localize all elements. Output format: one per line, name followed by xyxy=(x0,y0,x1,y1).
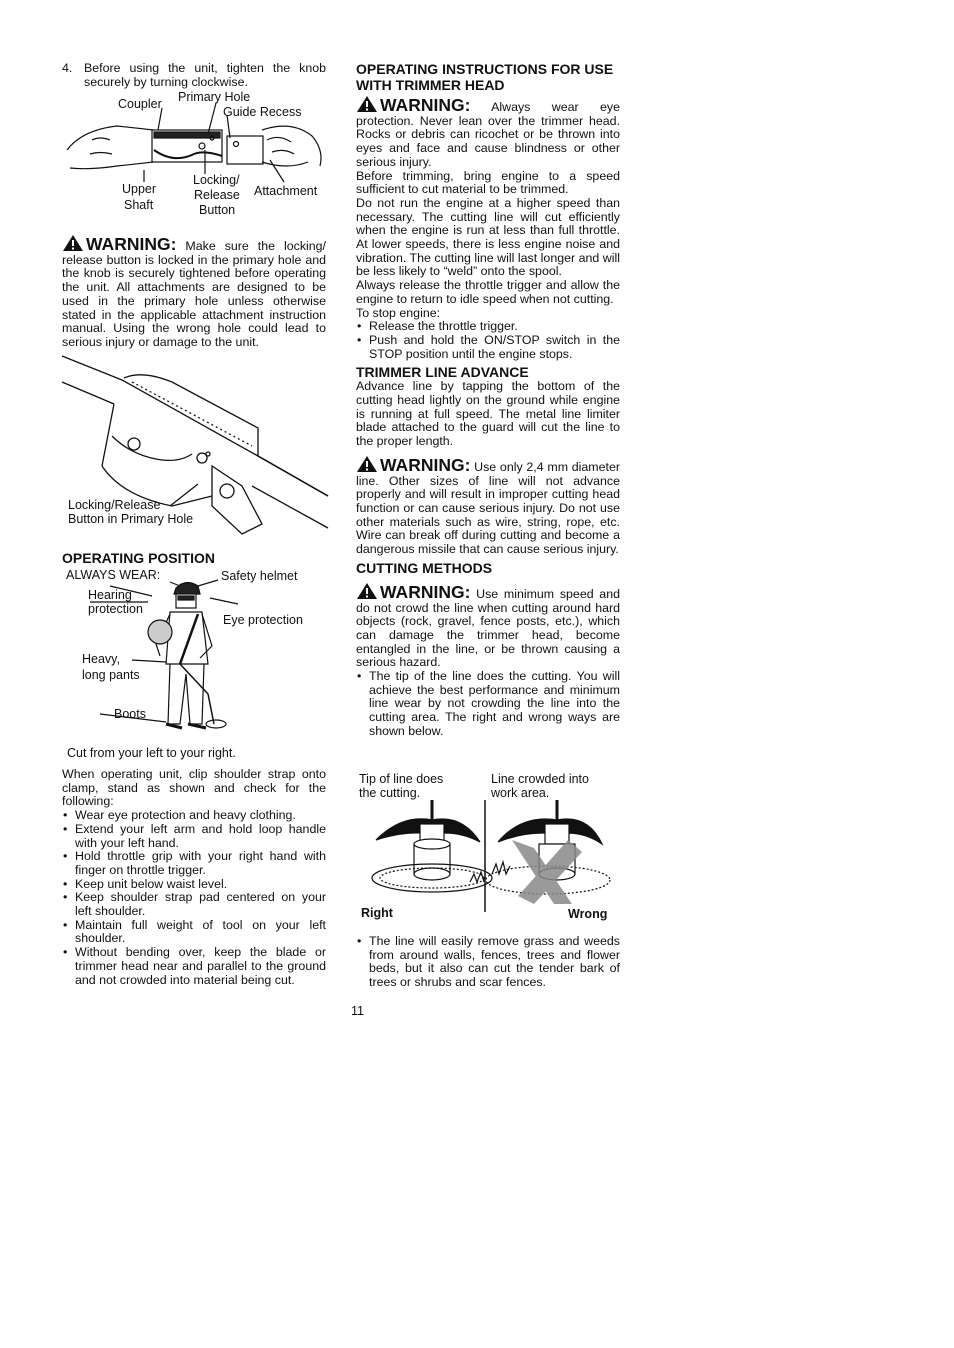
coupler-illustration xyxy=(62,110,332,190)
list-item: • The tip of the line does the cutting. You will achieve the best performance and minimum line wear by not crowding the line into the cutting area. The right and wrong ways are shown below. xyxy=(356,670,620,739)
fig-label-coupler: Coupler xyxy=(118,97,162,111)
paragraph: Do not run the engine at a higher speed than necessary. The cutting line will cut efficiently when the engine is run at less than full throttle. At lower speeds, there is less engine noise and vibration. The cutting line will last longer and will be less likely to “weld” onto the spool. xyxy=(356,195,620,279)
fig-label-locking: Locking/ xyxy=(193,173,240,187)
cutting-methods-list xyxy=(356,670,620,739)
fig-label-button: Button xyxy=(199,203,236,217)
warning-triangle-icon xyxy=(356,582,378,600)
paragraph: Advance line by tapping the bottom of the cutting head lightly on the ground while engine is running at full speed. The metal line limiter blade attached to the guard will cut the line to the proper length. xyxy=(356,379,620,449)
label-hearing: Hearing xyxy=(88,588,132,602)
heading-trimmer-line-advance: TRIMMER LINE ADVANCE xyxy=(356,364,529,381)
warning-label: WARNING: xyxy=(380,454,471,475)
operating-position-intro: When operating unit, clip shoulder strap onto clamp, stand as shown and check for the following: xyxy=(62,767,326,809)
fig-label-shaft: Shaft xyxy=(124,198,154,212)
list-item: • Extend your left arm and hold loop handle with your left hand. xyxy=(62,823,326,850)
warning-text: Make sure the locking/ release button is locked in the primary hole and the knob is securely tightened before operating the unit. All attachments are designed to be used in the primary hole unless otherwise stated in the applicable attachment instruction manual. Using the wrong hole could lead to serious injury or damage to the unit. xyxy=(62,239,327,349)
label-eye-protection: Eye protection xyxy=(223,613,303,627)
warning-triangle-icon xyxy=(356,95,378,113)
caption-tip-of-line-1: Tip of line does xyxy=(359,772,444,786)
warning-label: WARNING: xyxy=(380,581,471,602)
heading-cutting-methods: CUTTING METHODS xyxy=(356,559,493,576)
heading-operating-instructions: OPERATING INSTRUCTIONS FOR USE WITH TRIMMER HEAD xyxy=(356,61,614,93)
fig-label-primary-hole: Primary Hole xyxy=(178,90,251,104)
stop-engine-list xyxy=(356,320,620,361)
fig-label-guide-recess: Guide Recess xyxy=(223,105,302,119)
fig-label-release: Release xyxy=(194,188,240,202)
page-number: 11 xyxy=(351,1004,364,1018)
caption-line-crowded-1: Line crowded into xyxy=(491,772,589,786)
step-text: Before using the unit, tighten the knob securely by turning clockwise. xyxy=(84,61,326,89)
operating-position-body xyxy=(62,768,326,987)
fig-label-attachment: Attachment xyxy=(254,184,318,198)
warning-triangle-icon xyxy=(62,234,84,252)
label-right: Right xyxy=(361,906,393,920)
list-item: • Release the throttle trigger. xyxy=(356,320,620,334)
warning-label: WARNING: xyxy=(380,95,471,115)
warning-triangle-icon xyxy=(356,455,378,473)
fig-label-locking-release: Locking/Release xyxy=(68,498,161,512)
list-item: • Push and hold the ON/STOP switch in the STOP position until the engine stops. xyxy=(356,334,620,361)
fig-label-button-primary-hole: Button in Primary Hole xyxy=(68,512,194,526)
label-always-wear: ALWAYS WEAR: xyxy=(66,568,161,582)
fig-label-upper: Upper xyxy=(122,182,157,196)
caption-line-crowded-2: work area. xyxy=(491,786,550,800)
list-item: • Keep shoulder strap pad centered on your left shoulder. xyxy=(62,891,326,918)
right-wrong-illustration xyxy=(362,800,624,912)
label-wrong: Wrong xyxy=(568,907,608,921)
caption-cut-direction: Cut from your left to your right. xyxy=(67,746,236,760)
operating-instructions-section xyxy=(356,61,620,739)
cutting-methods-tail xyxy=(356,935,620,990)
label-boots: Boots xyxy=(114,707,146,721)
list-item: • The line will easily remove grass and weeds from around walls, fences, trees and flower beds, but it also can cut the tender bark of trees or shrubs and scar fences. xyxy=(356,935,620,990)
label-long-pants: long pants xyxy=(82,668,140,682)
operator-illustration xyxy=(140,574,230,740)
label-protection: protection xyxy=(88,602,143,616)
list-item: • Hold throttle grip with your right hand with finger on throttle trigger. xyxy=(62,850,326,877)
heading-operating-position: OPERATING POSITION xyxy=(62,550,215,566)
label-heavy: Heavy, xyxy=(82,652,120,666)
paragraph: To stop engine: xyxy=(356,305,441,320)
paragraph: Before trimming, bring engine to a speed sufficient to cut material to be trimmed. xyxy=(356,168,620,197)
step-4 xyxy=(62,62,326,89)
paragraph: Always release the throttle trigger and allow the engine to return to idle speed when not cutting. xyxy=(356,278,620,306)
warning-text: Always wear eye protection. Never lean over the trimmer head. Rocks or debris can ricochet or be thrown into eyes and face and cause blindness or other serious injury. xyxy=(356,100,620,169)
label-safety-helmet: Safety helmet xyxy=(221,569,298,583)
list-item: • Wear eye protection and heavy clothing. xyxy=(62,809,326,823)
warning-text: Use minimum speed and do not crowd the line when cutting around hard objects (rock, gravel, fence posts, etc.), which can damage the trimmer head, become entangled in the line, or be thrown causing a serious hazard. xyxy=(356,586,620,670)
step-number: 4. xyxy=(62,61,73,75)
warning-text: Use only 2,4 mm diameter line. Other sizes of line will not advance properly and will result in improper cutting head function or can cause serious injury. Do not use other materials such as wire, string, rope, etc. Wire can break off during cutting and become a dangerous missile that can cause serious injury. xyxy=(356,459,620,557)
warning-locking-button xyxy=(62,234,326,350)
warning-label: WARNING: xyxy=(86,234,177,254)
list-item: • Without bending over, keep the blade or trimmer head near and parallel to the ground and not crowded into material being cut. xyxy=(62,946,326,987)
list-item: • Keep unit below waist level. xyxy=(62,878,326,892)
caption-tip-of-line-2: the cutting. xyxy=(359,786,421,800)
list-item: • Maintain full weight of tool on your left shoulder. xyxy=(62,919,326,946)
operating-position-list xyxy=(62,809,326,987)
